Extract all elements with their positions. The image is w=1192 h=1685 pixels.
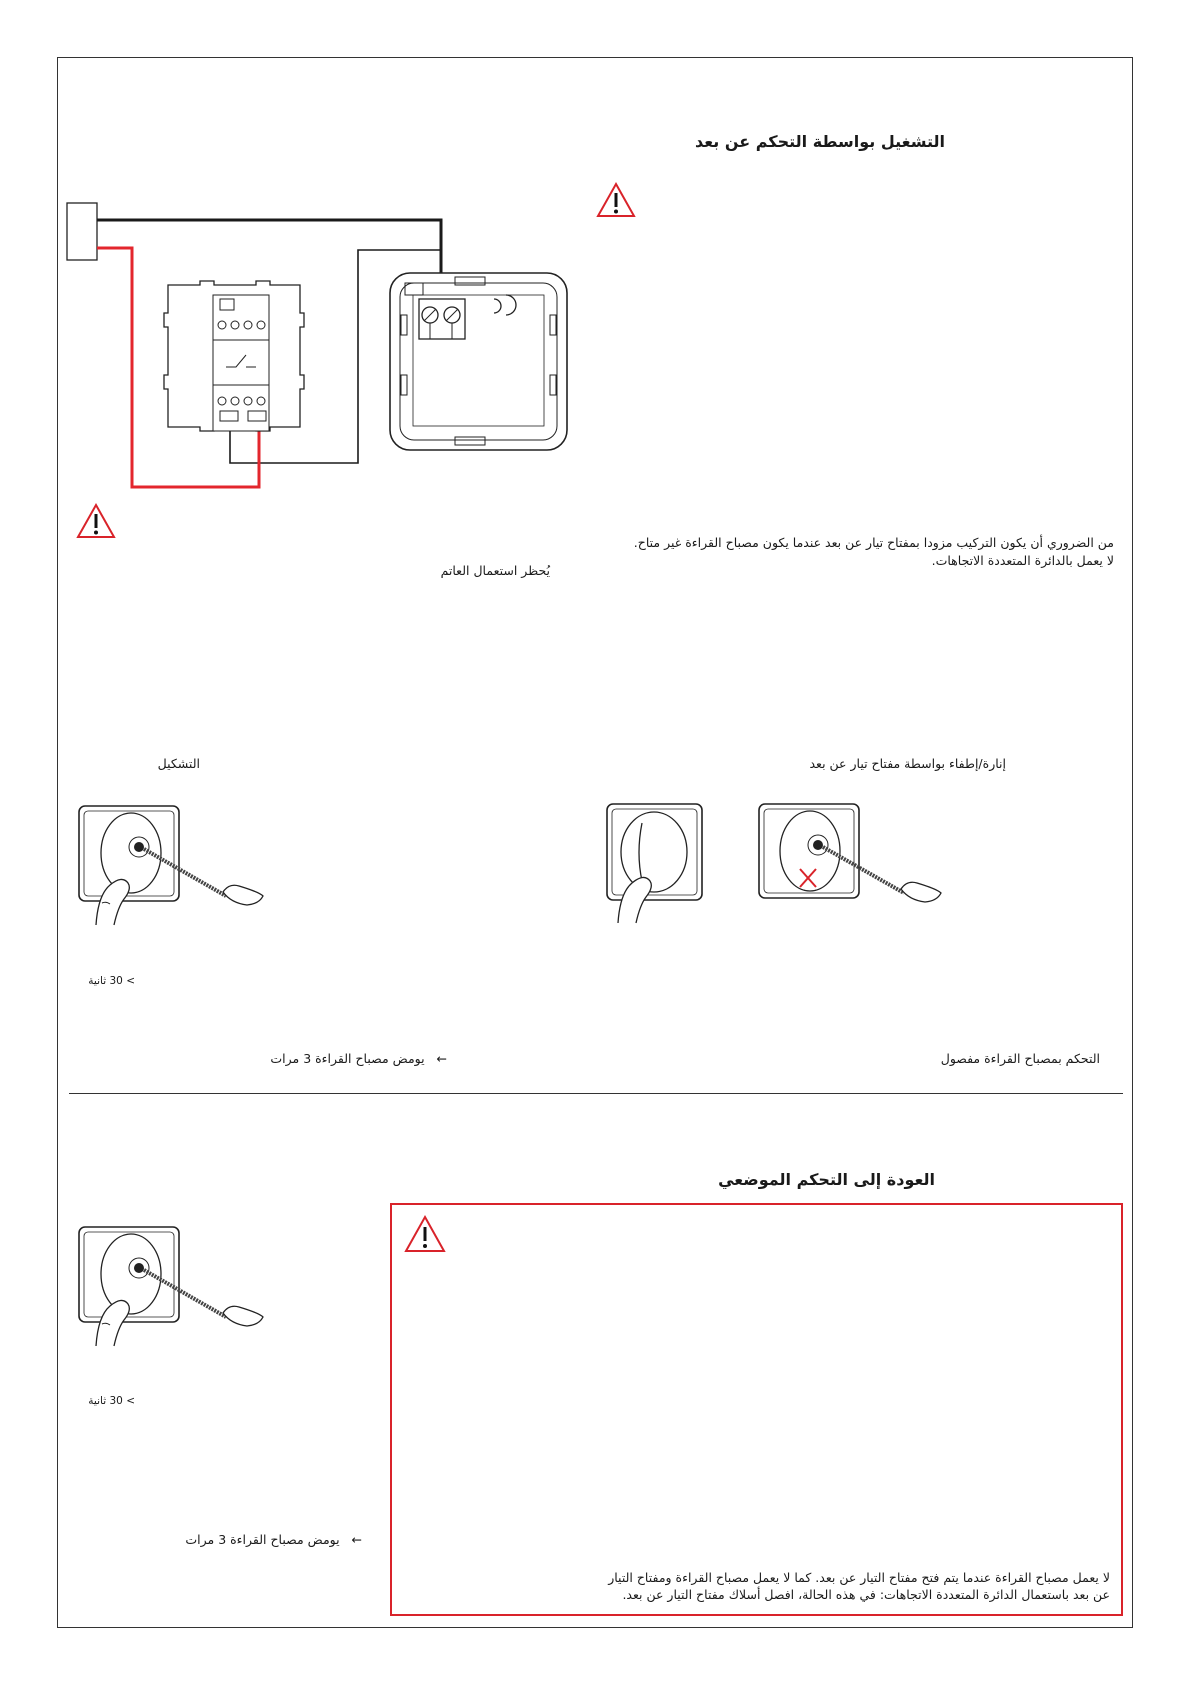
warning-triangle-icon <box>76 503 116 539</box>
dimmer-prohibited-note: يُحظر استعمال العاتم <box>440 563 550 578</box>
warning-triangle-icon <box>404 1215 446 1253</box>
remote-section-title: التشغيل بواسطة التحكم عن بعد <box>695 132 945 151</box>
local-hold-duration: > 30 ثانية <box>88 1395 135 1407</box>
switch-press-illustration <box>606 803 706 923</box>
separate-control-label: التحكم بمصباح القراءة مفصول <box>940 1051 1100 1066</box>
blink-result: ← يومض مصباح القراءة 3 مرات <box>270 1051 447 1066</box>
config-press-illustration-local <box>78 1226 268 1346</box>
terminal-block <box>67 203 97 260</box>
on-off-label: إنارة/إطفاء بواسطة مفتاح تيار عن بعد <box>809 756 1006 771</box>
result-arrow-icon: ← <box>436 1051 447 1066</box>
local-section-title: العودة إلى التحكم الموضعي <box>718 1170 935 1189</box>
mechanism-module <box>390 273 567 450</box>
remote-switch-module <box>164 281 304 431</box>
warning-text-line2: عن بعد باستعمال الدائرة المتعددة الاتجاهات: في هذه الحالة، افصل أسلاك مفتاح التيار عن بعد. <box>622 1587 1110 1602</box>
warning-text-line1: لا يعمل مصباح القراءة عندما يتم فتح مفتاح التيار عن بعد. كما لا يعمل مصباح القراءة ومفتاح التيار <box>608 1570 1110 1585</box>
multiway-note: لا يعمل بالدائرة المتعددة الاتجاهات. <box>931 553 1114 568</box>
config-label: التشكيل <box>157 756 200 771</box>
warning-triangle-icon <box>596 182 636 218</box>
result-arrow-icon: ← <box>351 1532 362 1547</box>
local-blink-result: ← يومض مصباح القراءة 3 مرات <box>185 1532 362 1547</box>
remote-disabled-illustration <box>758 803 948 903</box>
warning-box <box>390 1203 1123 1616</box>
config-press-illustration <box>78 805 268 925</box>
remote-requirement-note: من الضروري أن يكون التركيب مزودا بمفتاح تيار عن بعد عندما يكون مصباح القراءة غير متاح. <box>633 535 1114 550</box>
section-divider <box>69 1093 1123 1094</box>
hold-duration: > 30 ثانية <box>88 975 135 987</box>
wiring-diagram <box>60 195 580 495</box>
